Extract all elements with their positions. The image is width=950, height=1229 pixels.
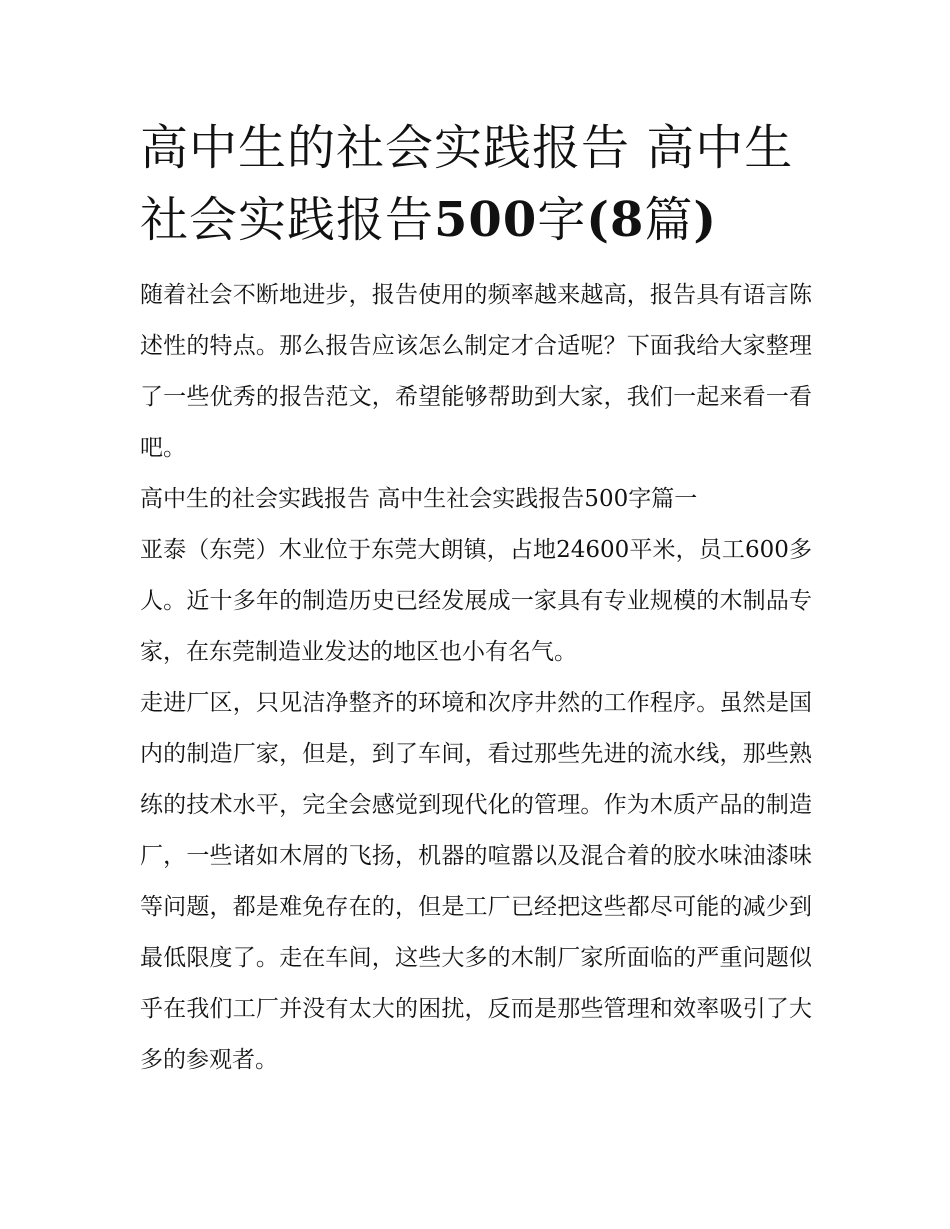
title-number-8: (8 (586, 192, 645, 248)
company-paragraph: 亚泰（东莞）木业位于东莞大朗镇，占地24600平米，员工600多人。近十多年的制造历史已经发展成一家具有专业规模的木制品专家，在东莞制造业发达的地区也小有名气。 (140, 537, 812, 665)
document-title (140, 112, 812, 256)
title-text-part1: 高中生的社会实践报告 高中生社会实践报告 (140, 120, 794, 248)
title-text-part3: 篇 (644, 192, 694, 248)
intro-paragraph: 随着社会不断地进步，报告使用的频率越来越高，报告具有语言陈述性的特点。那么报告应该怎么制定才合适呢？下面我给大家整理了一些优秀的报告范文，希望能够帮助到大家，我们一起来看一看吧。 (140, 282, 812, 461)
factory-paragraph: 走进厂区，只见洁净整齐的环境和次序井然的工作程序。虽然是国内的制造厂家，但是，到了车间，看过那些先进的流水线，那些熟练的技术水平，完全会感觉到现代化的管理。作为木质产品的制造厂，一些诸如木屑的飞扬，机器的喧嚣以及混合着的胶水味油漆味等问题，都是难免存在的，但是工厂已经把这些都尽可能的减少到最低限度了。走在车间，这些大多的木制厂家所面临的严重问题似乎在我们工厂并没有太大的困扰，反而是那些管理和效率吸引了大多的参观者。 (140, 690, 812, 1073)
title-text-part2: 字 (537, 192, 587, 248)
title-number-500: 500 (434, 192, 538, 248)
title-close-paren: ) (693, 192, 718, 248)
section-heading: 高中生的社会实践报告 高中生社会实践报告500字篇一 (140, 486, 698, 512)
document-content (140, 112, 812, 1086)
document-body (140, 270, 812, 1086)
